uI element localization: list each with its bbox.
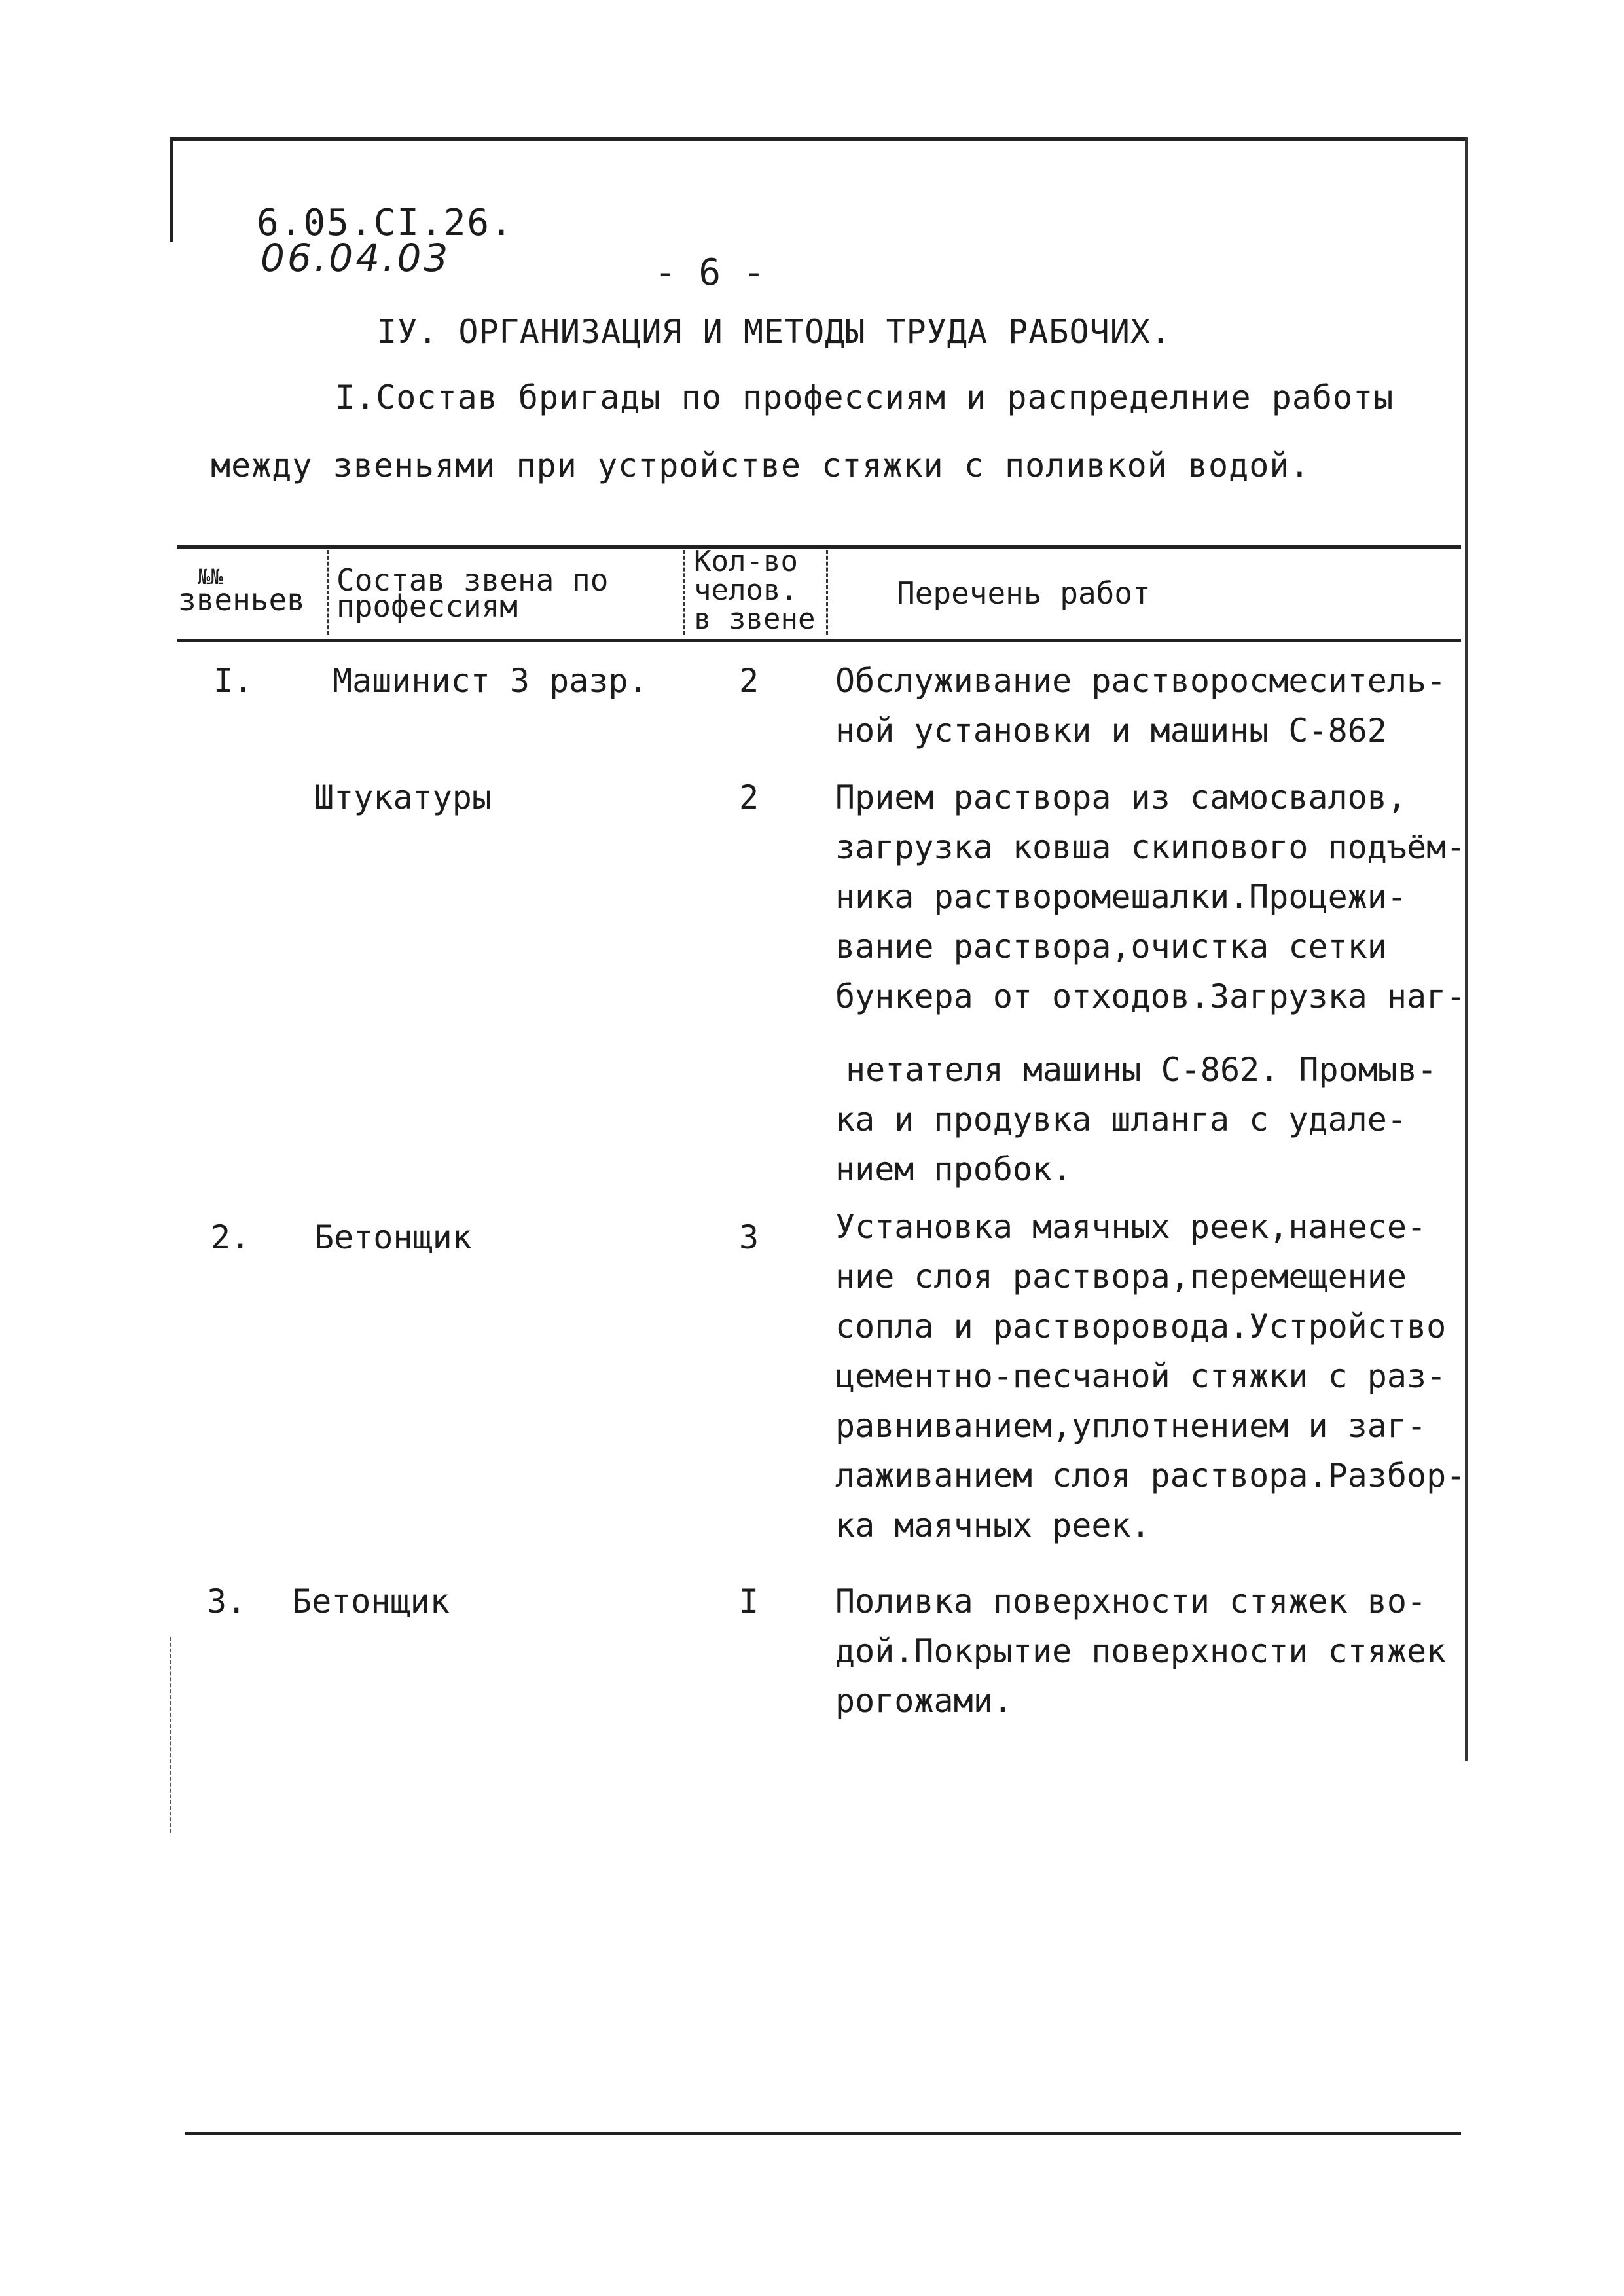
document-date-handwritten: 06.04.03 [261,236,451,280]
table-header-rule [177,639,1461,642]
document-code: 6.05.CI.26. [257,202,514,244]
row-4-qty: I [738,1582,759,1620]
row-1-work-line: Обслуживание растворосмеситель- [835,662,1447,700]
page-frame-left-dash [170,1637,171,1833]
row-2-work-line: вание раствора,очистка сетки [835,928,1387,966]
header-quantity [694,547,825,634]
header-qty-line-2: челов. [694,574,798,607]
header-separator-2 [683,550,685,635]
row-1-num: I. [213,662,253,700]
row-3-works [835,1202,1466,1550]
intro-line-2: между звеньями при устройстве стяжки с поливкой водой. [211,446,1310,484]
row-2-works [835,773,1466,1194]
row-4-composition: Бетонщик [292,1582,450,1620]
page-frame-top [171,137,1468,141]
row-1-works [835,656,1447,756]
header-composition: Состав звена по профессиям [336,562,609,624]
page-number: - 6 - [655,251,765,294]
row-2-work-line: нием пробок. [835,1150,1072,1188]
row-1-work-line: ной установки и машины С-862 [835,712,1387,750]
row-2-composition: Штукатуры [314,778,492,816]
row-4-works [835,1576,1447,1726]
row-4-work-line: рогожами. [835,1682,1013,1720]
row-3-work-line: ние слоя раствора,перемещение [835,1258,1407,1296]
row-2-work-line: бункера от отходов.Загрузка наг- [835,977,1466,1015]
row-3-work-line: равниванием,уплотнением и заг- [835,1407,1427,1445]
row-2-work-line: Прием раствора из самосвалов, [835,778,1407,816]
header-separator-1 [327,550,329,635]
row-4-work-line: дой.Покрытие поверхности стяжек [835,1632,1447,1670]
row-3-work-line: ка маячных реек. [835,1506,1151,1544]
row-1-qty: 2 [738,662,759,700]
section-title: IУ. ОРГАНИЗАЦИЯ И МЕТОДЫ ТРУДА РАБОЧИХ. [377,313,1171,351]
page-bottom-rule [185,2132,1461,2135]
row-1-composition: Машинист 3 разр. [333,662,648,700]
row-3-composition: Бетонщик [314,1218,472,1256]
header-separator-3 [826,550,828,635]
header-qty-line-3: в звене [694,602,816,636]
header-num-label: звеньев [178,582,305,617]
row-2-work-line: ника растворомешалки.Процежи- [835,878,1407,916]
page-frame-left [170,137,173,242]
page-frame-right [1465,137,1468,1761]
row-3-work-line: сопла и растворовода.Устройство [835,1307,1447,1345]
row-2-work-line: нетателя машины С-862. Промыв- [846,1051,1437,1089]
row-2-work-line: загрузка ковша скипового подъём- [835,828,1466,866]
row-3-work-line: Установка маячных реек,нанесе- [835,1208,1427,1246]
intro-line-1: I.Состав бригады по профессиям и распределние работы [335,378,1394,416]
row-3-qty: 3 [738,1218,759,1256]
row-2-qty: 2 [738,778,759,816]
row-4-work-line: Поливка поверхности стяжек во- [835,1582,1427,1620]
header-works: Перечень работ [897,575,1151,611]
row-3-work-line: лаживанием слоя раствора.Разбор- [835,1457,1466,1495]
header-qty-line-1: Кол-во [694,545,798,578]
header-num-top: №№ [198,564,223,589]
row-3-work-line: цементно-песчаной стяжки с раз- [835,1357,1447,1395]
row-2-work-line: ка и продувка шланга с удале- [835,1101,1407,1139]
header-num [178,564,322,617]
row-3-num: 2. [211,1218,251,1256]
row-4-num: 3. [207,1582,247,1620]
